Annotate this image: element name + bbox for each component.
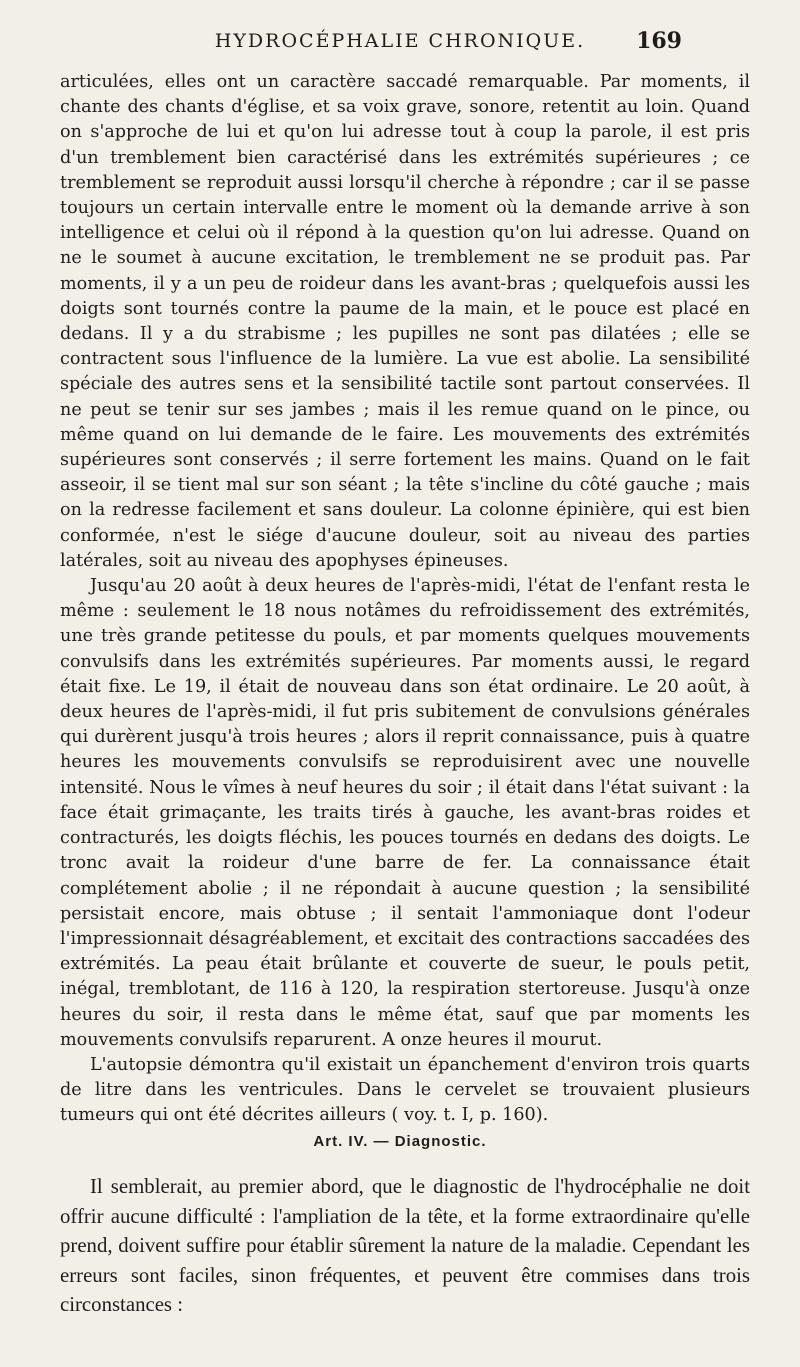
paragraph-autopsy: L'autopsie démontra qu'il existait un épanchement d'environ trois quarts de litre dans les ventricules. Dans le cervelet se trouvaient plusieurs tumeurs qui ont été décrites ailleurs ( voy. t. I, p. 160). bbox=[60, 1054, 750, 1126]
section-intro bbox=[60, 1172, 750, 1320]
running-title: HYDROCÉPHALIE CHRONIQUE. bbox=[214, 30, 586, 52]
paragraph-case-description: articulées, elles ont un caractère saccadé remarquable. Par moments, il chante des chants d'église, et sa voix grave, sonore, retentit au loin. Quand on s'approche de lui et qu'on lui adresse tout à coup la parole, il est pris d'un tremblement bien caractérisé dans les extrémités supérieures ; ce tremblement se reproduit aussi lorsqu'il cherche à répondre ; car il se passe toujours un certain intervalle entre le moment où la demande arrive à son intelligence et celui où il répond à la question qu'on lui adresse. Quand on ne le soumet à aucune excitation, le tremblement ne se produit pas. Par moments, il y a un peu de roideur dans les avant-bras ; quelquefois aussi les doigts sont tournés contre la paume de la main, et le pouce est placé en dedans. Il y a du strabisme ; les pupilles ne sont pas dilatées ; elle se contractent sous l'influence de la lumière. La vue est abolie. La sensibilité spéciale des autres sens et la sensibilité tactile sont partout conservées. Il ne peut se tenir sur ses jambes ; mais il les remue quand on le pince, ou même quand on lui demande de le faire. Les mouvements des extrémités supérieures sont conservés ; il serre fortement les mains. Quand on le fait asseoir, il se tient mal sur son séant ; la tête s'incline du côté gauche ; mais on la redresse facilement et sans douleur. La colonne épinière, qui est bien conformée, n'est le siége d'aucune douleur, soit au niveau des parties latérales, soit au niveau des apophyses épineuses. bbox=[60, 72, 750, 571]
page-number: 169 bbox=[636, 28, 682, 54]
paragraph-diagnostic-intro: Il semblerait, au premier abord, que le diagnostic de l'hydrocéphalie ne doit offrir aucune difficulté : l'ampliation de la tête, et la forme extraordinaire qu'elle prend, doivent suffire pour établir sûrement la nature de la maladie. Cependant les erreurs sont faciles, sinon fréquentes, et peuvent être commises dans trois circonstances : bbox=[60, 1175, 750, 1316]
paragraph-case-progression: Jusqu'au 20 août à deux heures de l'après-midi, l'état de l'enfant resta le même : seulement le 18 nous notâmes du refroidissement des extrémités, une très grande petitesse du pouls, et par moments quelques mouvements convulsifs dans les extrémités supérieures. Par moments aussi, le regard était fixe. Le 19, il était de nouveau dans son état ordinaire. Le 20 août, à deux heures de l'après-midi, il fut pris subitement de convulsions générales qui durèrent jusqu'à trois heures ; alors il reprit connaissance, puis à quatre heures les mouvements convulsifs se reproduisirent avec une nouvelle intensité. Nous le vîmes à neuf heures du soir ; il était dans l'état suivant : la face était grimaçante, les traits tirés à gauche, les avant-bras roides et contracturés, les doigts fléchis, les pouces tournés en dedans des doigts. Le tronc avait la roideur d'une barre de fer. La connaissance était complétement abolie ; il ne répondait à aucune question ; la sensibilité persistait encore, mais obtuse ; il sentait l'ammoniaque dont l'odeur l'impressionnait désagréablement, et excitait des contractions saccadées des extrémités. La peau était brûlante et couverte de sueur, le pouls petit, inégal, tremblotant, de 116 à 120, la respiration stertoreuse. Jusqu'à onze heures du soir, il resta dans le même état, sauf que par moments les mouvements convulsifs reparurent. A onze heures il mourut. bbox=[60, 576, 750, 1050]
section-heading: Art. IV. — Diagnostic. bbox=[313, 1133, 487, 1150]
running-head bbox=[0, 28, 800, 58]
body-text bbox=[60, 70, 750, 1129]
